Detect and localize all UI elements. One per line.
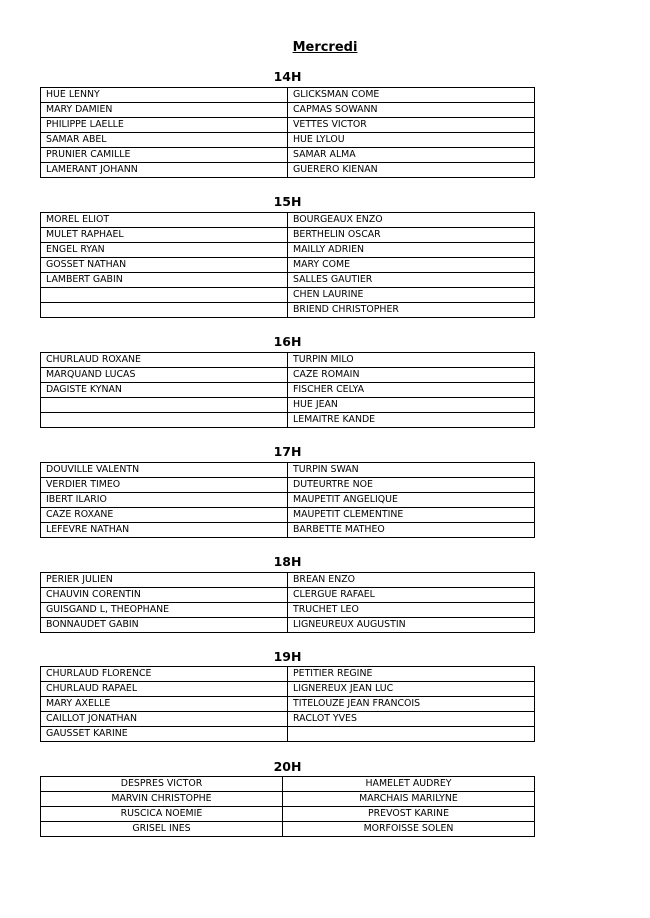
name-cell: SALLES GAUTIER	[288, 273, 535, 288]
name-cell: MARVIN CHRISTOPHE	[41, 792, 283, 807]
name-cell: BONNAUDET GABIN	[41, 618, 288, 633]
table-row	[41, 822, 535, 837]
name-cell: MARY DAMIEN	[41, 103, 288, 118]
slot-table	[40, 212, 535, 318]
name-cell: CLERGUE RAFAEL	[288, 588, 535, 603]
name-cell: RACLOT YVES	[288, 712, 535, 727]
table-row	[41, 353, 535, 368]
name-cell: MARQUAND LUCAS	[41, 368, 288, 383]
name-cell: LEFEVRE NATHAN	[41, 523, 288, 538]
name-cell: CAPMAS SOWANN	[288, 103, 535, 118]
table-row	[41, 88, 535, 103]
name-cell: PERIER JULIEN	[41, 573, 288, 588]
slot-table	[40, 352, 535, 428]
name-cell: BRIEND CHRISTOPHER	[288, 303, 535, 318]
name-cell: MARCHAIS MARILYNE	[283, 792, 535, 807]
name-cell: DUTEURTRE NOE	[288, 478, 535, 493]
slot-table	[40, 776, 535, 837]
name-cell: PREVOST KARINE	[283, 807, 535, 822]
name-cell: CHURLAUD RAPAEL	[41, 682, 288, 697]
table-row	[41, 682, 535, 697]
table-row	[41, 103, 535, 118]
name-cell: BREAN ENZO	[288, 573, 535, 588]
name-cell: CHURLAUD ROXANE	[41, 353, 288, 368]
table-row	[41, 603, 535, 618]
table-row	[41, 148, 535, 163]
name-cell: SAMAR ABEL	[41, 133, 288, 148]
name-cell: LAMBERT GABIN	[41, 273, 288, 288]
table-row	[41, 727, 535, 742]
name-cell: VETTES VICTOR	[288, 118, 535, 133]
name-cell: VERDIER TIMEO	[41, 478, 288, 493]
name-cell: BERTHELIN OSCAR	[288, 228, 535, 243]
name-cell	[41, 288, 288, 303]
name-cell: PRUNIER CAMILLE	[41, 148, 288, 163]
name-cell: PHILIPPE LAELLE	[41, 118, 288, 133]
name-cell	[41, 303, 288, 318]
table-row	[41, 712, 535, 727]
name-cell: CAILLOT JONATHAN	[41, 712, 288, 727]
table-row	[41, 667, 535, 682]
name-cell: BOURGEAUX ENZO	[288, 213, 535, 228]
name-cell: GOSSET NATHAN	[41, 258, 288, 273]
table-row	[41, 792, 535, 807]
name-cell: DESPRES VICTOR	[41, 777, 283, 792]
table-row	[41, 383, 535, 398]
name-cell: GAUSSET KARINE	[41, 727, 288, 742]
name-cell: HUE JEAN	[288, 398, 535, 413]
name-cell: TURPIN MILO	[288, 353, 535, 368]
hour-heading: 19H	[273, 649, 302, 664]
name-cell: SAMAR ALMA	[288, 148, 535, 163]
name-cell: BARBETTE MATHEO	[288, 523, 535, 538]
name-cell	[288, 727, 535, 742]
name-cell: GUISGAND L, THEOPHANE	[41, 603, 288, 618]
table-row	[41, 463, 535, 478]
table-row	[41, 478, 535, 493]
name-cell: MAUPETIT ANGELIQUE	[288, 493, 535, 508]
name-cell: LIGNEREUX JEAN LUC	[288, 682, 535, 697]
name-cell: CHAUVIN CORENTIN	[41, 588, 288, 603]
table-row	[41, 398, 535, 413]
name-cell: HAMELET AUDREY	[283, 777, 535, 792]
table-row	[41, 523, 535, 538]
name-cell: FISCHER CELYA	[288, 383, 535, 398]
name-cell: HUE LYLOU	[288, 133, 535, 148]
table-row	[41, 273, 535, 288]
name-cell: PETITIER REGINE	[288, 667, 535, 682]
table-row	[41, 243, 535, 258]
table-row	[41, 588, 535, 603]
table-row	[41, 493, 535, 508]
slot-table	[40, 462, 535, 538]
name-cell: LAMERANT JOHANN	[41, 163, 288, 178]
slot-table	[40, 666, 535, 742]
table-row	[41, 303, 535, 318]
name-cell: MOREL ELIOT	[41, 213, 288, 228]
name-cell: DOUVILLE VALENTN	[41, 463, 288, 478]
table-row	[41, 288, 535, 303]
hour-heading: 15H	[273, 194, 302, 209]
name-cell: GRISEL INES	[41, 822, 283, 837]
table-row	[41, 228, 535, 243]
name-cell: MAUPETIT CLEMENTINE	[288, 508, 535, 523]
hour-heading: 17H	[273, 444, 302, 459]
table-row	[41, 118, 535, 133]
hour-heading: 18H	[273, 554, 302, 569]
hour-heading: 16H	[273, 334, 302, 349]
table-row	[41, 368, 535, 383]
name-cell: CAZE ROMAIN	[288, 368, 535, 383]
name-cell: TRUCHET LEO	[288, 603, 535, 618]
hour-heading: 20H	[273, 759, 302, 774]
table-row	[41, 573, 535, 588]
table-row	[41, 777, 535, 792]
name-cell: GUERERO KIENAN	[288, 163, 535, 178]
name-cell: CHURLAUD FLORENCE	[41, 667, 288, 682]
name-cell: DAGISTE KYNAN	[41, 383, 288, 398]
name-cell: MARY AXELLE	[41, 697, 288, 712]
table-row	[41, 213, 535, 228]
name-cell: TITELOUZE JEAN FRANCOIS	[288, 697, 535, 712]
page-title: Mercredi	[292, 40, 358, 55]
name-cell	[41, 413, 288, 428]
table-row	[41, 258, 535, 273]
name-cell: LEMAITRE KANDE	[288, 413, 535, 428]
name-cell: MARY COME	[288, 258, 535, 273]
slot-table	[40, 87, 535, 178]
name-cell	[41, 398, 288, 413]
name-cell: GLICKSMAN COME	[288, 88, 535, 103]
name-cell: CHEN LAURINE	[288, 288, 535, 303]
name-cell: HUE LENNY	[41, 88, 288, 103]
name-cell: MORFOISSE SOLEN	[283, 822, 535, 837]
name-cell: IBERT ILARIO	[41, 493, 288, 508]
slot-table	[40, 572, 535, 633]
table-row	[41, 618, 535, 633]
hour-heading: 14H	[273, 69, 302, 84]
table-row	[41, 163, 535, 178]
table-row	[41, 413, 535, 428]
name-cell: RUSCICA NOEMIE	[41, 807, 283, 822]
name-cell: MAILLY ADRIEN	[288, 243, 535, 258]
name-cell: TURPIN SWAN	[288, 463, 535, 478]
name-cell: ENGEL RYAN	[41, 243, 288, 258]
name-cell: LIGNEUREUX AUGUSTIN	[288, 618, 535, 633]
table-row	[41, 508, 535, 523]
name-cell: CAZE ROXANE	[41, 508, 288, 523]
name-cell: MULET RAPHAEL	[41, 228, 288, 243]
table-row	[41, 807, 535, 822]
table-row	[41, 133, 535, 148]
table-row	[41, 697, 535, 712]
